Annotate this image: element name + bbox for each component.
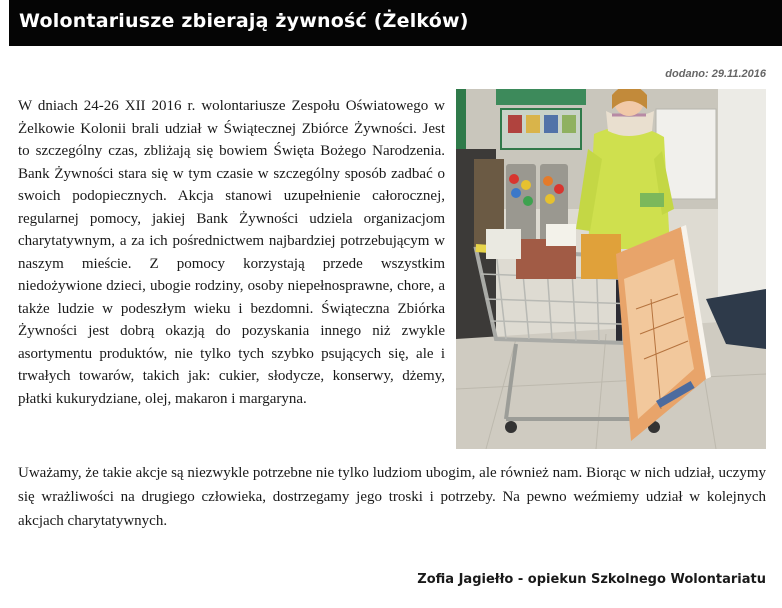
article-signature: Zofia Jagiełło - opiekun Szkolnego Wolontariatu xyxy=(417,572,766,587)
article-header xyxy=(9,0,782,46)
article-paragraph-2: Uważamy, że takie akcje są niezwykle potrzebne nie tylko ludziom ubogim, ale również nam. Biorąc w nich udział, uczymy się wrażliwości na drugiego człowieka, dostrzegamy jego troski i potrzeby. Na pewno weźmiemy udział w kolejnych akcjach charytatywnych. xyxy=(18,465,766,529)
date-value: 29.11.2016 xyxy=(711,68,766,80)
post-date xyxy=(665,68,766,80)
volunteer-photo xyxy=(456,89,766,449)
article-paragraph-1: W dniach 24-26 XII 2016 r. wolontariusze Zespołu Oświatowego w Żelkowie Kolonii brali udział w Świątecznej Zbiórce Żywności. Jest to szczególny czas, zbliżają się bowiem Święta Bożego Narodzenia. Bank Żywności stara się w tym czasie w szczególny sposób zadbać o swoich podopiecznych. Akcja stanowi uzupełnienie całorocznej, regularnej pomocy, jakiej Bank Żywności udziela organizacjom charytatywnym, a za ich pośrednictwem najbardziej potrzebującym w naszym mieście. Z pomocy korzystają przede wszystkim niedożywione dzieci, ubogie rodziny, osoby niepełnosprawne, chore, a także ludzie w podeszłym wieku i bezdomni. Świąteczna Zbiórka Żywności jest dobrą okazją do pozyskania innego niż zwykle asortymentu produktów, nie tylko tych szybko psujących się, ale i trwałych towarów, takich jak: cukier, słodycze, konserwy, dżemy, płatki kukurydziane, olej, makaron i margaryna. xyxy=(18,98,445,407)
date-label: dodano: xyxy=(665,68,709,80)
article-title: Wolontariusze zbierają żywność (Żelków) xyxy=(19,10,469,32)
